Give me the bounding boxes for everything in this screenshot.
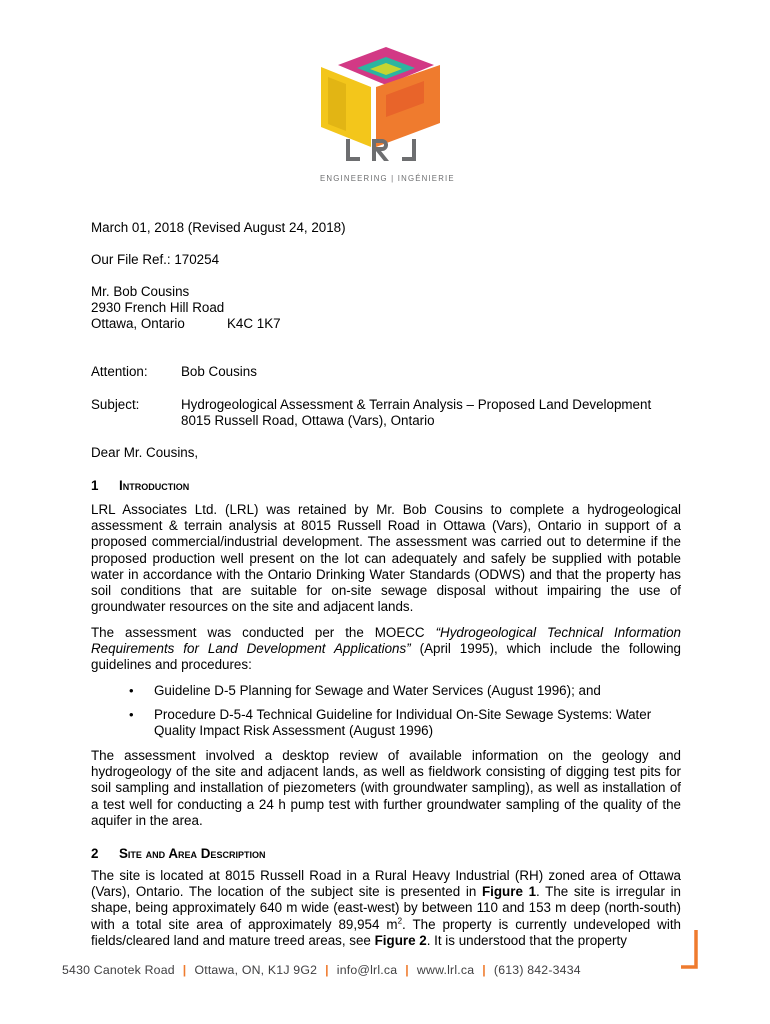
section-1-title: Introduction xyxy=(119,478,190,493)
logo-tagline: ENGINEERING | INGÉNIERIE xyxy=(320,174,455,183)
bullet-icon: • xyxy=(129,707,134,722)
moecc-text-start: The assessment was conducted per the MOECC xyxy=(91,625,436,640)
footer-separator: | xyxy=(182,963,187,977)
figure-1-reference: Figure 1 xyxy=(481,884,537,900)
footer-separator: | xyxy=(325,963,329,977)
footer xyxy=(62,963,581,977)
file-reference: Our File Ref.: 170254 xyxy=(91,252,220,267)
site-text-d: . It is understood that the property xyxy=(426,932,627,948)
superscript: 2 xyxy=(397,916,403,926)
site-text-a: The site is located at 8015 Russell Road in a Rural Heavy Industrial (RH) zoned area of Ottawa (Vars), Ontario. The location of the subject site is presented in xyxy=(91,868,681,900)
section-1-number: 1 xyxy=(91,478,99,493)
attention-value: Bob Cousins xyxy=(181,364,257,379)
recipient-postal-code: K4C 1K7 xyxy=(227,316,281,331)
footer-phone: (613) 842-3434 xyxy=(493,963,581,977)
moecc-paragraph xyxy=(91,625,681,674)
section-1-heading xyxy=(91,478,491,496)
subject-label: Subject: xyxy=(91,397,140,412)
section-2-number: 2 xyxy=(91,846,99,861)
recipient-street: 2930 French Hill Road xyxy=(91,300,225,315)
letter-date: March 01, 2018 (Revised August 24, 2018) xyxy=(91,220,346,235)
section-2-title: Site and Area Description xyxy=(119,846,266,861)
footer-separator: | xyxy=(482,963,486,977)
logo-cube-icon xyxy=(316,43,455,188)
subject-line-1: Hydrogeological Assessment & Terrain Analysis – Proposed Land Development xyxy=(181,397,652,412)
bullet-item: Procedure D-5-4 Technical Guideline for Individual On-Site Sewage Systems: Water Quality Impact Risk Assessment (August 1996) xyxy=(154,707,652,739)
intro-paragraph: LRL Associates Ltd. (LRL) was retained by Mr. Bob Cousins to complete a hydrogeological assessment & terrain analysis at 8015 Russell Road in Ottawa (Vars), Ontario in support of a proposed commercial/industrial development. The assessment was carried out to determine if the proposed production well present on the lot can adequately and safely be supplied with potable water in accordance with the Ontario Drinking Water Standards (ODWS) and that the property has soil conditions that are suitable for on-site sewage disposal without impairing the use of groundwater resources on the site and adjacent lands. xyxy=(91,502,681,615)
recipient-city: Ottawa, Ontario xyxy=(91,316,185,331)
footer-website: www.lrl.ca xyxy=(416,963,475,977)
section-2-heading xyxy=(91,846,491,864)
footer-email: info@lrl.ca xyxy=(336,963,398,977)
company-logo xyxy=(316,43,455,188)
site-text-b: . The site is irregular in shape, being approximately 640 m wide (east-west) by between 110 and 153 m deep (north-south) with a total site area of approximately 89,954 m xyxy=(91,884,682,932)
site-text-c: . The property is currently undeveloped with fields/cleared land and mature treed areas, see xyxy=(91,916,681,948)
attention-label: Attention: xyxy=(91,364,148,379)
footer-address: 5430 Canotek Road xyxy=(62,963,175,977)
footer-separator: | xyxy=(405,963,409,977)
footer-city: Ottawa, ON, K1J 9G2 xyxy=(194,963,318,977)
bullet-item: Guideline D-5 Planning for Sewage and Water Services (August 1996); and xyxy=(154,683,601,698)
corner-bracket-icon xyxy=(681,930,699,970)
recipient-name: Mr. Bob Cousins xyxy=(91,284,190,299)
moecc-document-title: “Hydrogeological Technical Information Requirements for Land Development Applications” xyxy=(91,625,681,657)
salutation: Dear Mr. Cousins, xyxy=(91,445,199,460)
subject-line-2: 8015 Russell Road, Ottawa (Vars), Ontario xyxy=(181,413,435,428)
moecc-text-end: (April 1995), which include the following guidelines and procedures: xyxy=(91,641,681,673)
assessment-paragraph: The assessment involved a desktop review of available information on the geology and hydrogeology of the site and adjacent lands, as well as fieldwork consisting of digging test pits for soil sampling and installation of piezometers (with groundwater sampling), as well as installation of a test well for conducting a 24 h pump test with further groundwater sampling of the quality of the aquifer in the area. xyxy=(91,748,681,828)
figure-2-reference: Figure 2 xyxy=(374,932,427,948)
bullet-icon: • xyxy=(129,683,134,698)
site-description-paragraph xyxy=(91,868,681,949)
